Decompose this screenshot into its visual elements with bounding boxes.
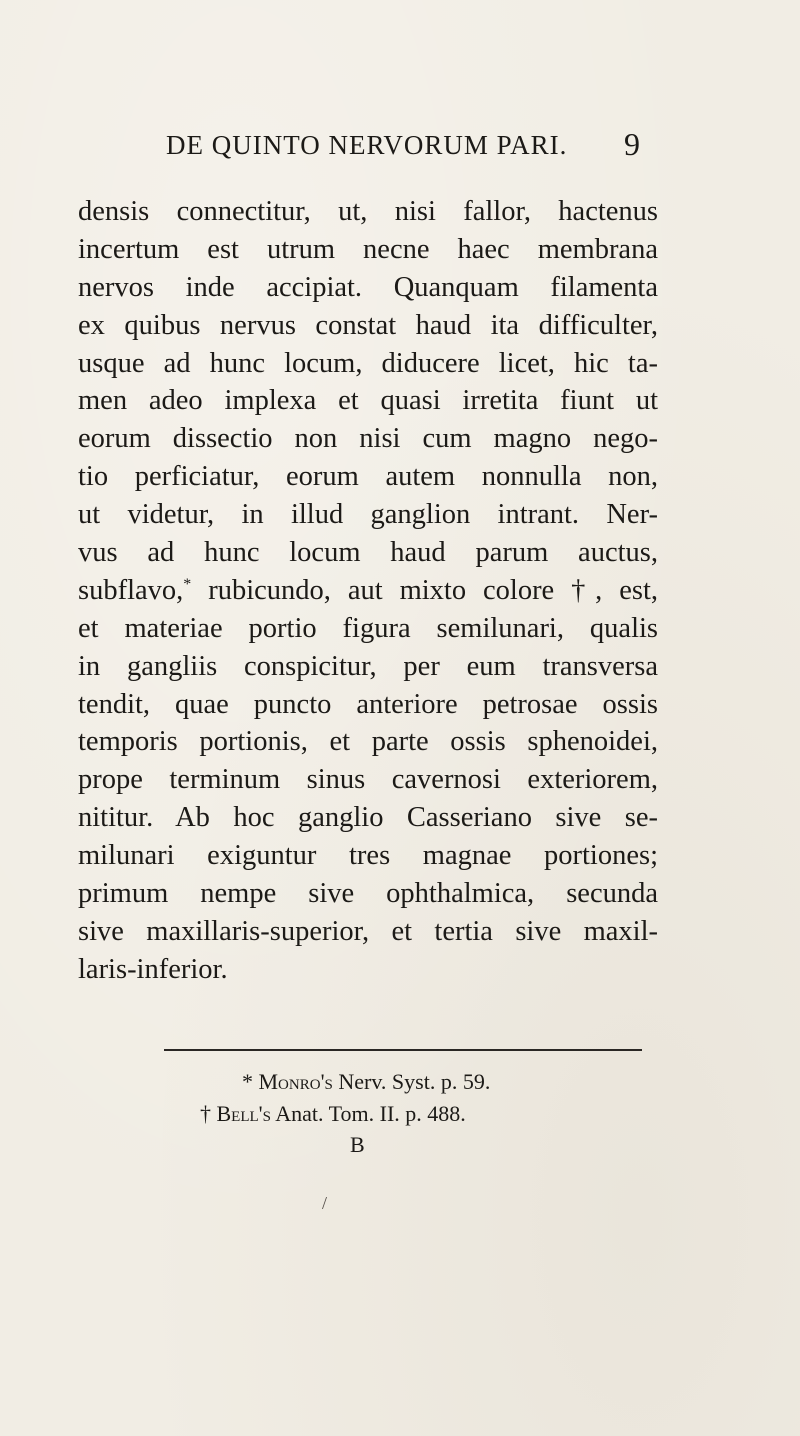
footnote-reference: *: [183, 575, 192, 593]
footnote-citation: Anat. Tom. II. p. 488.: [275, 1101, 466, 1126]
footnote-author: Monro's: [258, 1069, 333, 1094]
running-title: DE QUINTO NERVORUM PARI.: [166, 130, 568, 160]
text-line: usque ad hunc locum, diducere licet, hic ta-: [78, 347, 658, 379]
text-line: eorum dissectio non nisi cum magno nego-: [78, 423, 658, 455]
text-line: nervos inde accipiat. Quanquam filamenta: [78, 271, 658, 303]
text-line: ut videtur, in illud ganglion intrant. Ner-: [78, 499, 658, 531]
footnote: [200, 1098, 660, 1130]
body-text: [78, 193, 658, 989]
text-line: sive maxillaris-superior, et tertia sive maxil-: [78, 915, 658, 947]
text-line: tio perficiatur, eorum autem nonnulla non,: [78, 461, 658, 493]
text-line-with-footnote: [78, 572, 658, 610]
text-line-last: laris-inferior.: [78, 953, 228, 985]
footnote-rule: [164, 1049, 642, 1051]
text-line: nititur. Ab hoc ganglio Casseriano sive se-: [78, 802, 658, 834]
footnote: [200, 1066, 660, 1098]
footnotes: [200, 1066, 660, 1130]
footnote-mark: †: [200, 1101, 211, 1126]
text-line: densis connectitur, ut, nisi fallor, hactenus: [78, 196, 658, 227]
text-line: temporis portionis, et parte ossis sphenoidei,: [78, 726, 658, 758]
text-line: in gangliis conspicitur, per eum transversa: [78, 650, 658, 682]
text-fragment: rubicundo, aut mixto colore †, est,: [208, 574, 659, 606]
text-line: incertum est utrum necne haec membrana: [78, 233, 658, 265]
text-line: et materiae portio figura semilunari, qualis: [78, 612, 658, 644]
page-number: 9: [624, 126, 640, 162]
text-fragment: subflavo,: [78, 574, 184, 606]
footnote-mark: *: [242, 1069, 253, 1094]
footnote-author: Bell's: [216, 1101, 271, 1126]
text-line: tendit, quae puncto anteriore petrosae ossis: [78, 688, 658, 720]
stray-mark: /: [322, 1193, 328, 1213]
text-line: prope terminum sinus cavernosi exteriorem,: [78, 764, 658, 796]
text-line: primum nempe sive ophthalmica, secunda: [78, 878, 658, 910]
text-line: men adeo implexa et quasi irretita fiunt ut: [78, 385, 658, 417]
text-line: ex quibus nervus constat haud ita difficulter,: [78, 309, 658, 341]
text-line: vus ad hunc locum haud parum auctus,: [78, 537, 658, 569]
text-line: milunari exiguntur tres magnae portiones;: [78, 840, 658, 872]
footnote-citation: Nerv. Syst. p. 59.: [338, 1069, 491, 1094]
page-header: [0, 126, 800, 170]
signature-mark: B: [350, 1132, 365, 1157]
